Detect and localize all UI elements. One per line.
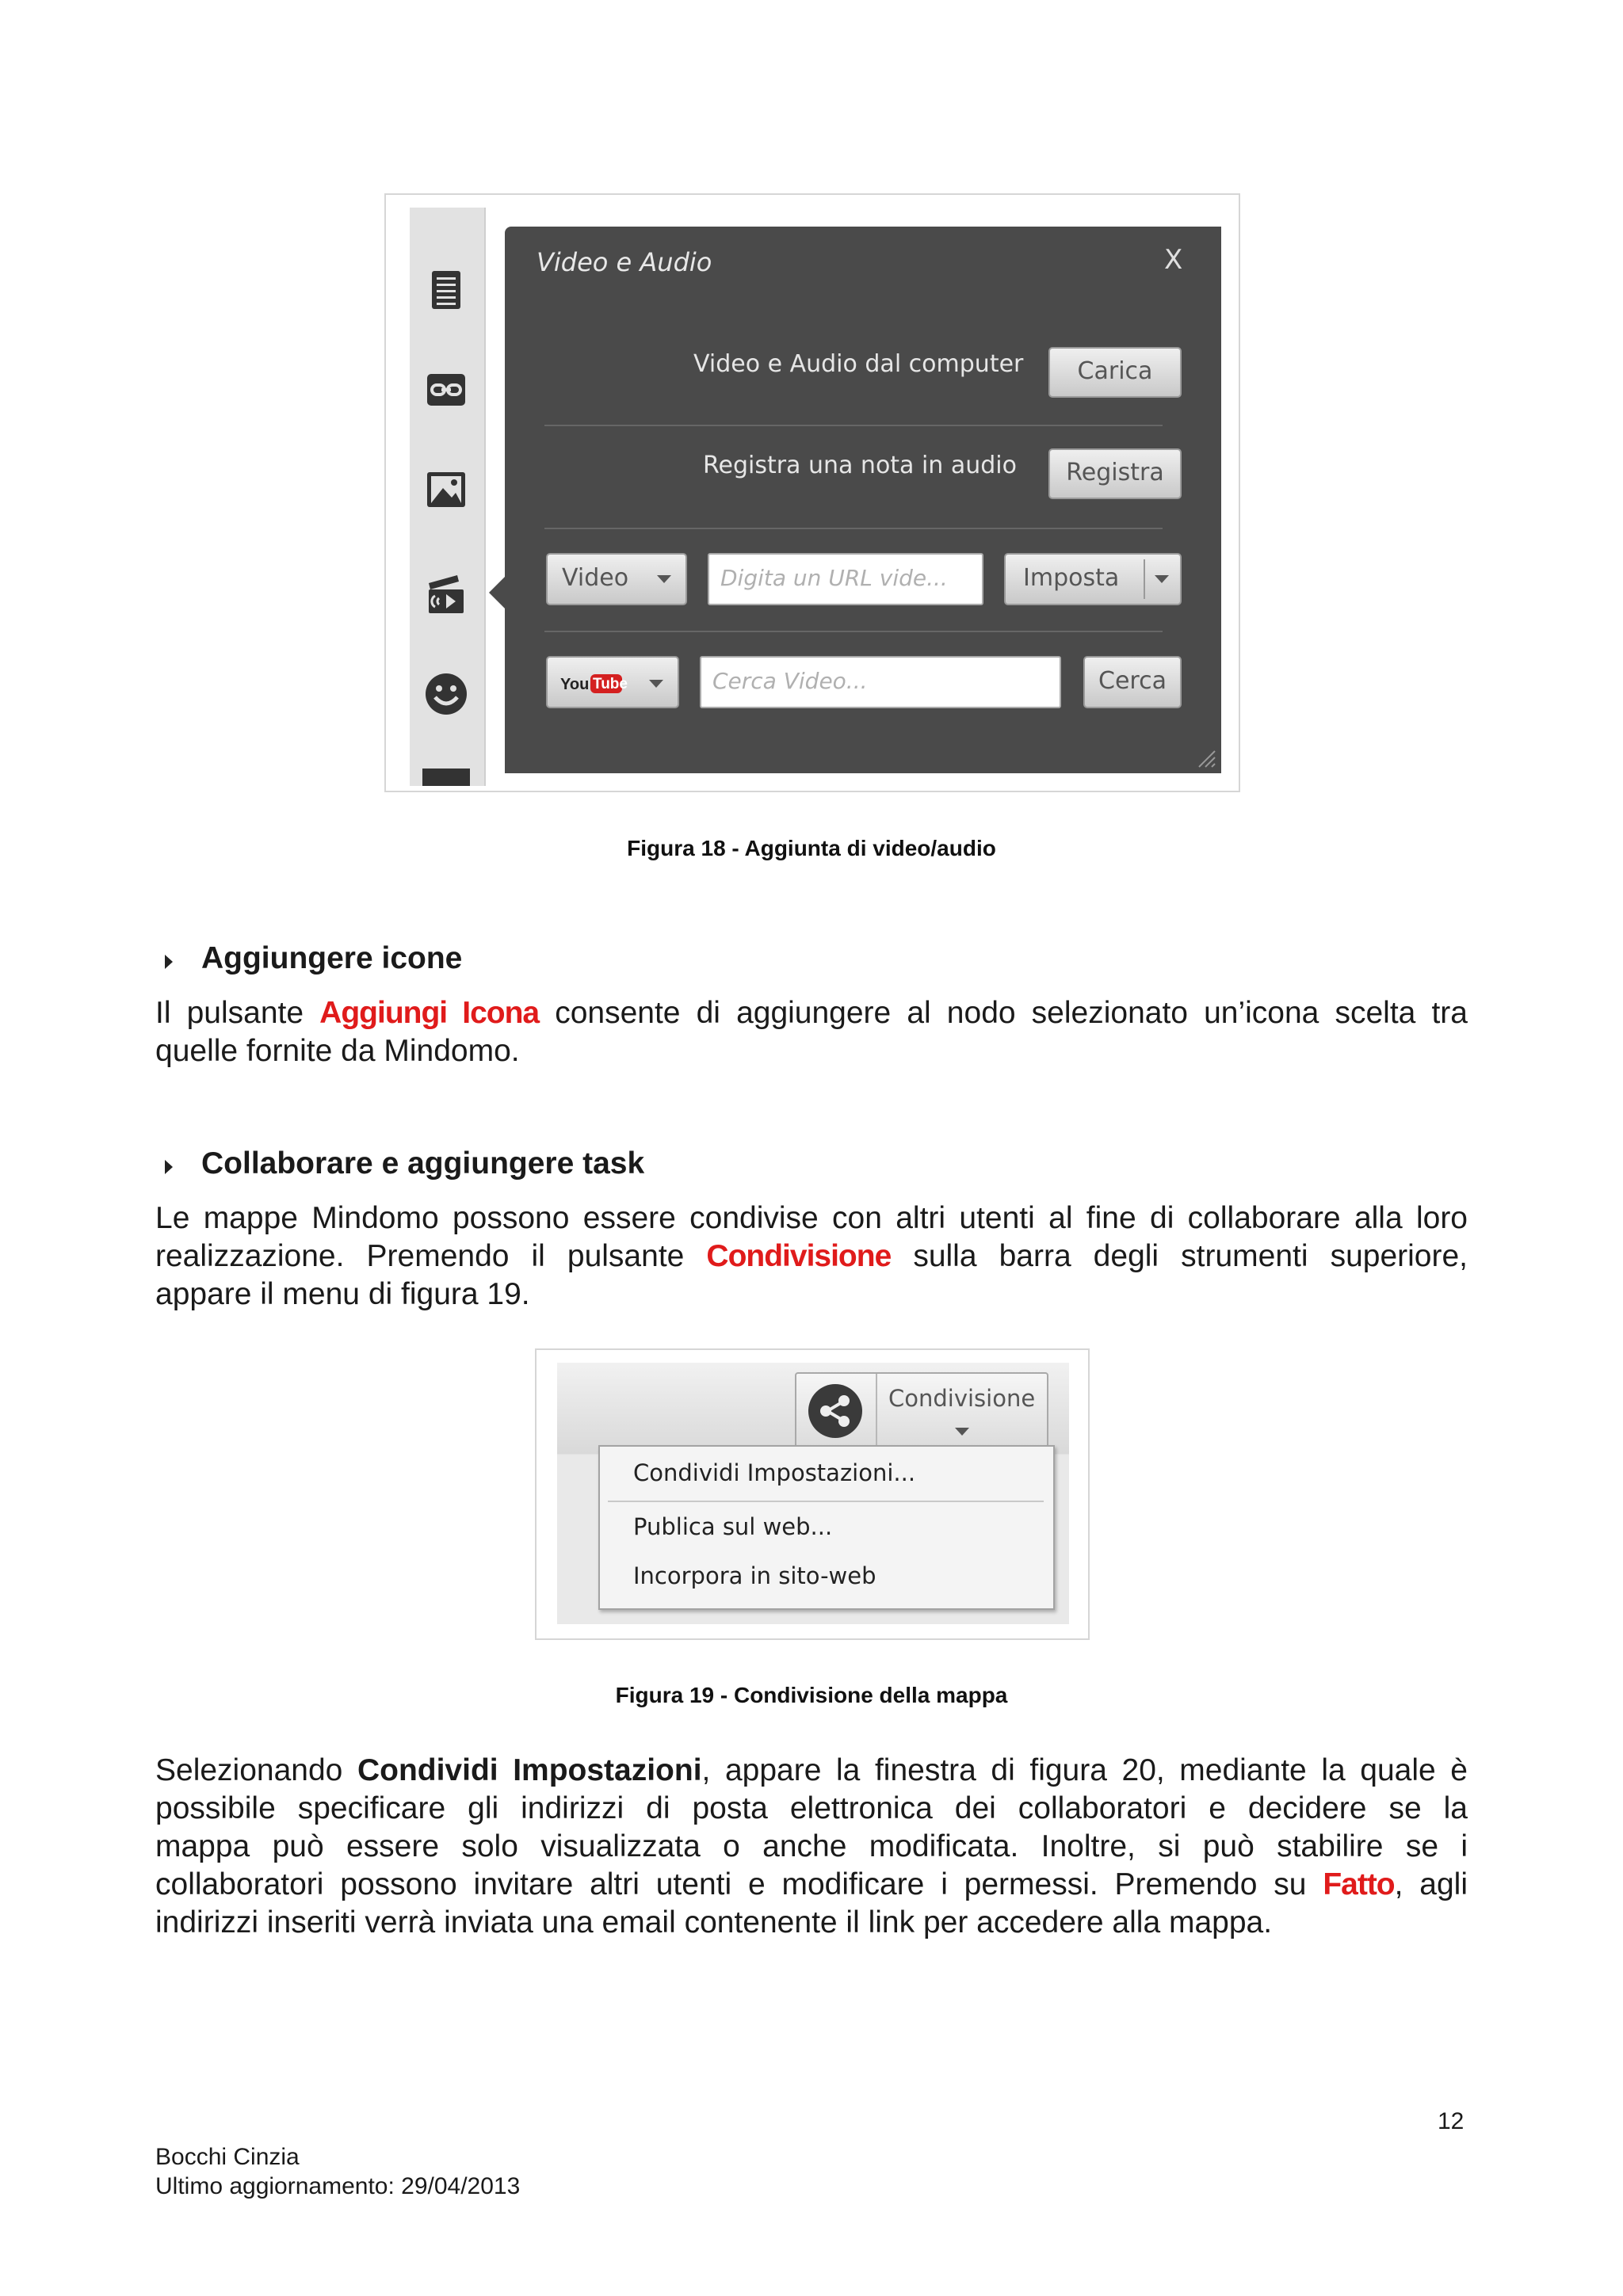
- svg-text:Tube: Tube: [593, 676, 628, 692]
- fatto-highlight: Fatto: [1323, 1867, 1395, 1901]
- registra-button[interactable]: Registra: [1048, 448, 1182, 499]
- video-type-label: Video: [562, 564, 629, 592]
- panel-title: Video e Audio: [537, 247, 712, 277]
- carica-button[interactable]: Carica: [1048, 347, 1182, 398]
- imposta-label: Imposta: [1023, 564, 1120, 592]
- imposta-button[interactable]: [1004, 553, 1182, 605]
- footer-author: Bocchi Cinzia: [155, 2144, 300, 2170]
- chevron-down-icon: [657, 575, 671, 583]
- panel-pointer: [489, 577, 505, 608]
- chevron-down-icon: [649, 680, 663, 688]
- heading-collaborare: Collaborare e aggiungere task: [201, 1146, 645, 1180]
- condividi-impostazioni-bold: Condividi Impostazioni: [357, 1753, 702, 1787]
- bullet-arrow-icon: [165, 1160, 173, 1174]
- figure-19-screenshot: [535, 1348, 1090, 1640]
- svg-text:You: You: [560, 676, 590, 693]
- close-icon[interactable]: X: [1164, 244, 1183, 276]
- video-type-dropdown[interactable]: [546, 553, 687, 605]
- video-audio-panel: [505, 227, 1221, 773]
- aggiungi-icona-highlight: Aggiungi Icona: [319, 996, 540, 1030]
- figure-18-caption: Figura 18 - Aggiunta di video/audio: [627, 836, 996, 860]
- video-search-input[interactable]: Cerca Video...: [700, 656, 1061, 708]
- upload-label: Video e Audio dal computer: [693, 350, 1024, 378]
- paragraph-aggiungere-icone: Il pulsante Aggiungi Icona consente di aggiungere al nodo selezionato un’icona scelta tra quelle fornite da Mindomo.: [155, 996, 1468, 1068]
- chevron-down-icon[interactable]: [1155, 575, 1169, 583]
- share-icon: [806, 1382, 865, 1440]
- chevron-down-icon: [955, 1428, 969, 1436]
- image-icon[interactable]: [422, 466, 470, 513]
- paragraph-condividi-impostazioni: Selezionando Condividi Impostazioni, appare la finestra di figura 20, mediante la quale è possibile specificare gli indirizzi di posta elettronica dei collaboratori e decidere se la mappa può essere solo visualizzata o anche modificata. Inoltre, si può stabilire se i collaboratori possono invitare altri utenti e modificare i permessi. Premendo su Fatto, agli indirizzi inseriti verrà inviata una email contenente il link per accedere alla mappa.: [155, 1753, 1468, 1939]
- figure-19-caption: Figura 19 - Condivisione della mappa: [615, 1683, 1008, 1707]
- separator: [544, 631, 1163, 632]
- paragraph-collaborare: Le mappe Mindomo possono essere condivise con altri utenti al fine di collaborare alla loro realizzazione. Premendo il pulsante Condivisione sulla barra degli strumenti superiore, appare il menu di figura 19.: [155, 1201, 1468, 1311]
- menu-separator: [608, 1501, 1044, 1502]
- separator: [544, 425, 1163, 426]
- bullet-arrow-icon: [165, 955, 173, 969]
- resize-grip-icon[interactable]: [1194, 746, 1216, 769]
- video-url-input[interactable]: Digita un URL vide...: [708, 553, 983, 605]
- figure-18-screenshot: [384, 193, 1240, 792]
- share-dropdown-menu: [598, 1445, 1055, 1610]
- condivisione-highlight: Condivisione: [706, 1239, 892, 1273]
- video-audio-icon[interactable]: [422, 570, 470, 618]
- menu-item-incorpora[interactable]: Incorpora in sito-web: [633, 1562, 876, 1589]
- youtube-logo-icon: [560, 672, 628, 696]
- menu-item-condividi-impostazioni[interactable]: Condividi Impostazioni...: [633, 1459, 916, 1486]
- text-notes-icon[interactable]: [422, 266, 470, 314]
- menu-item-publica-web[interactable]: Publica sul web...: [633, 1513, 833, 1540]
- condivisione-button[interactable]: [795, 1372, 1048, 1448]
- record-label: Registra una nota in audio: [703, 452, 1017, 479]
- page-number: 12: [1438, 2108, 1465, 2134]
- toolbar: [557, 1363, 1069, 1624]
- condivisione-label: Condivisione: [888, 1385, 1036, 1412]
- heading-aggiungere-icone: Aggiungere icone: [201, 941, 463, 975]
- separator: [544, 528, 1163, 529]
- link-icon[interactable]: [422, 366, 470, 414]
- cerca-button[interactable]: Cerca: [1083, 656, 1182, 708]
- video-source-dropdown[interactable]: [546, 656, 679, 708]
- mindomo-sidebar: [410, 208, 486, 786]
- emoticon-icon[interactable]: [422, 670, 470, 718]
- footer-last-updated: Ultimo aggiornamento: 29/04/2013: [155, 2173, 521, 2199]
